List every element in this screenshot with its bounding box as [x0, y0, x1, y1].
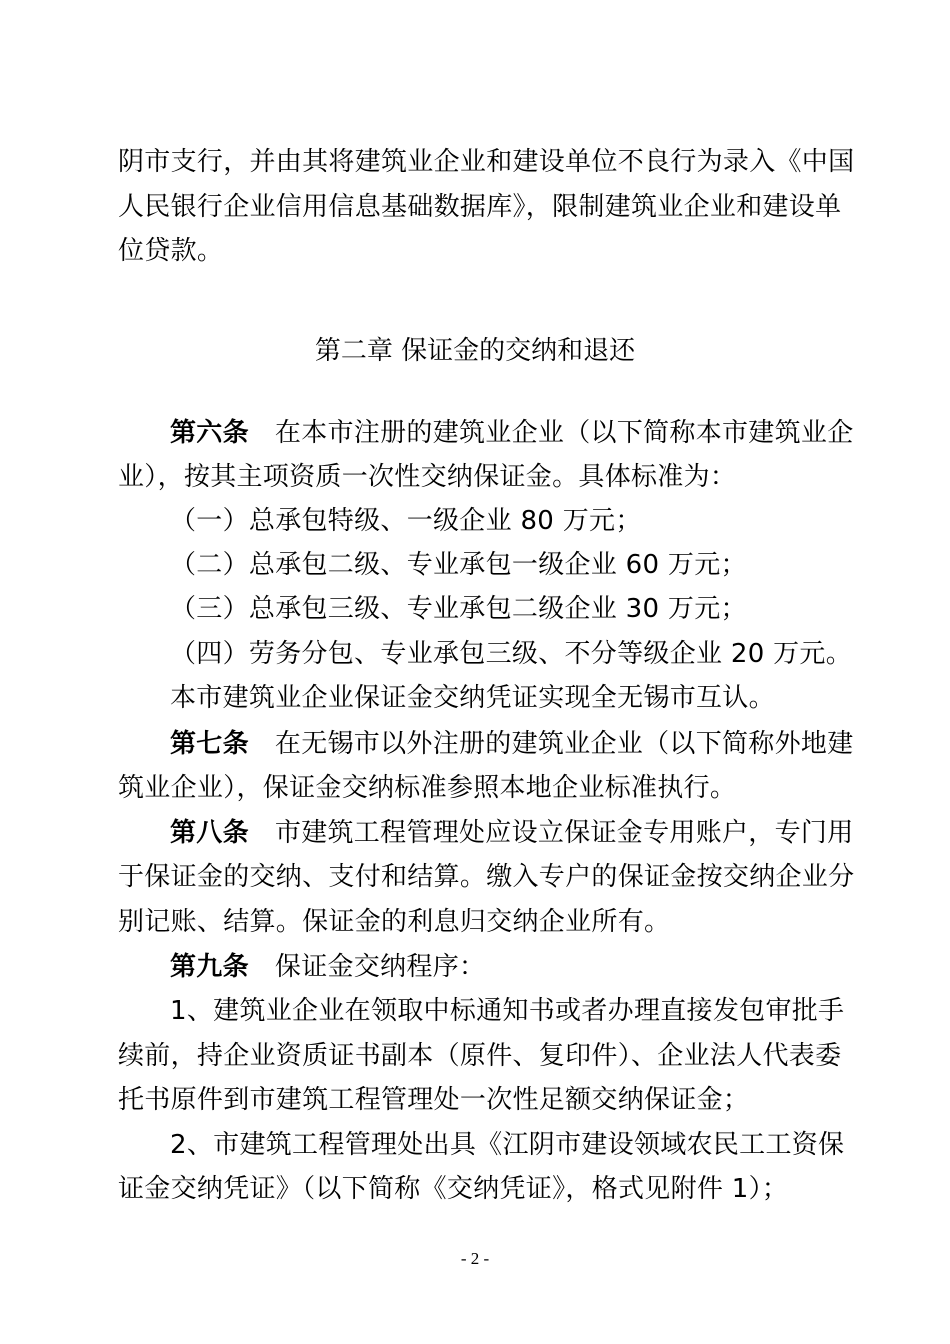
paragraph-line: 于保证金的交纳、支付和结算。缴入专户的保证金按交纳企业分	[118, 862, 855, 892]
list-item: （一）总承包特级、一级企业 80 万元；	[170, 506, 642, 536]
article-8-first-line	[170, 816, 854, 850]
paragraph-line: 2、市建筑工程管理处出具《江阴市建设领域农民工工资保	[170, 1130, 845, 1160]
article-7-first-line	[170, 727, 854, 761]
paragraph-line: 本市建筑业企业保证金交纳凭证实现全无锡市互认。	[170, 683, 775, 713]
paragraph-line: 阴市支行，并由其将建筑业企业和建设单位不良行为录入《中国	[118, 147, 855, 177]
chapter-title: 第二章 保证金的交纳和退还	[314, 336, 636, 366]
article-9-first-line	[170, 950, 485, 984]
paragraph-line: 筑业企业），保证金交纳标准参照本地企业标准执行。	[118, 773, 737, 803]
paragraph-line: 位贷款。	[118, 236, 224, 266]
page-number: - 2 -	[460, 1249, 490, 1268]
list-item: （三）总承包三级、专业承包二级企业 30 万元；	[170, 594, 747, 624]
paragraph-line: 续前，持企业资质证书副本（原件、复印件）、企业法人代表委	[118, 1041, 842, 1071]
paragraph-line: 1、建筑业企业在领取中标通知书或者办理直接发包审批手	[170, 996, 845, 1026]
article-6-label: 第六条	[170, 418, 249, 448]
list-item: （二）总承包二级、专业承包一级企业 60 万元；	[170, 550, 747, 580]
article-7-text: 在无锡市以外注册的建筑业企业（以下简称外地建	[274, 729, 854, 759]
paragraph-line: 人民银行企业信用信息基础数据库》，限制建筑业企业和建设单	[118, 192, 842, 222]
article-8-label: 第八条	[170, 818, 249, 848]
article-6-text: 在本市注册的建筑业企业（以下简称本市建筑业企	[274, 418, 854, 448]
article-9-text: 保证金交纳程序：	[274, 952, 486, 982]
list-item: （四）劳务分包、专业承包三级、不分等级企业 20 万元。	[170, 639, 853, 669]
paragraph-line: 业），按其主项资质一次性交纳保证金。具体标准为：	[118, 462, 737, 492]
article-8-text: 市建筑工程管理处应设立保证金专用账户，专门用	[274, 818, 854, 848]
article-7-label: 第七条	[170, 729, 249, 759]
article-6-first-line	[170, 416, 854, 450]
paragraph-line: 证金交纳凭证》（以下简称《交纳凭证》，格式见附件 1）；	[118, 1174, 789, 1204]
paragraph-line: 别记账、结算。保证金的利息归交纳企业所有。	[118, 907, 671, 937]
article-9-label: 第九条	[170, 952, 249, 982]
paragraph-line: 托书原件到市建筑工程管理处一次性足额交纳保证金；	[118, 1085, 750, 1115]
